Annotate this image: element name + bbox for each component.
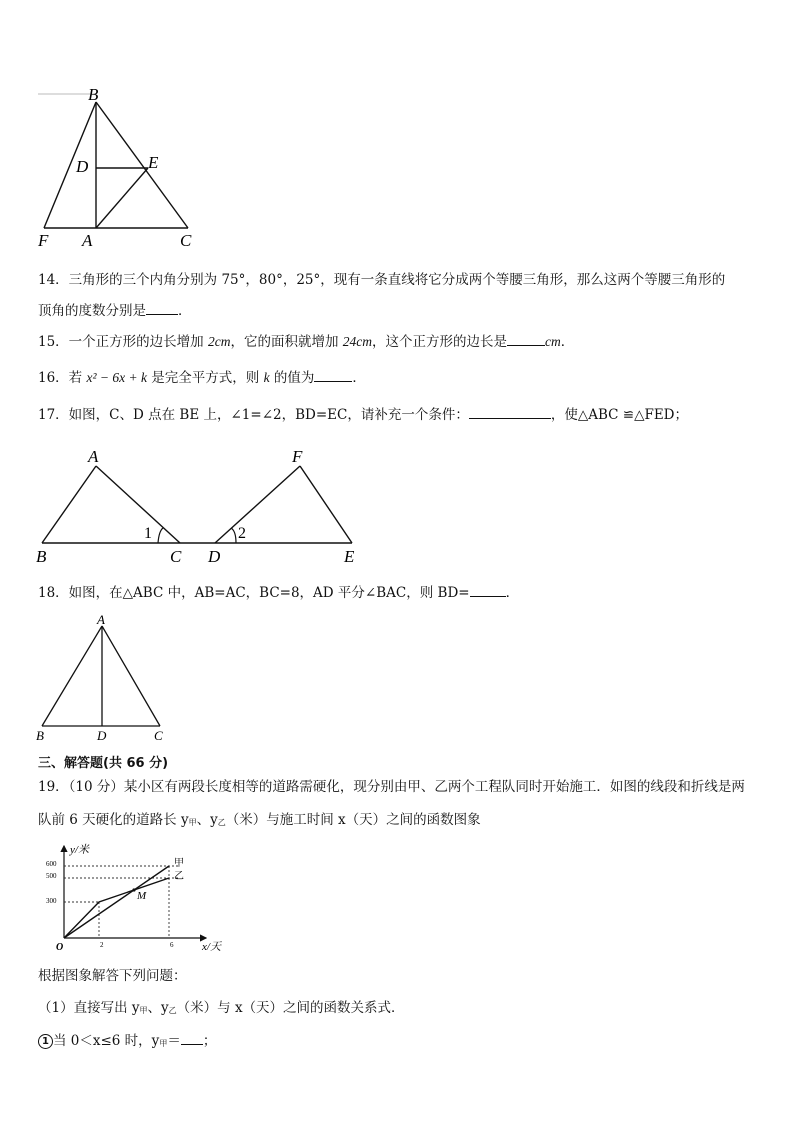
- q19-text-c: （米）与施工时间 x（天）之间的函数图象: [225, 812, 481, 828]
- x-tick-2: 2: [100, 941, 104, 949]
- x-axis-label: x/天: [202, 941, 221, 953]
- label-E: E: [344, 547, 355, 566]
- q16-variable: k: [263, 370, 270, 385]
- section-heading-3: 三、解答题(共 66 分): [38, 756, 169, 771]
- segment-FE: [300, 466, 352, 543]
- part1-sub-yi: 乙: [168, 1006, 177, 1015]
- part1-i-text-a: 当 0＜x≤6 时，y: [53, 1033, 160, 1049]
- segment-BC: [96, 102, 188, 228]
- part1-i-text-b: ＝: [167, 1033, 181, 1049]
- answer-blank-17[interactable]: [469, 404, 551, 419]
- answer-blank-15[interactable]: [507, 331, 545, 346]
- part-1-i: [38, 1030, 216, 1054]
- series-label-yi: 乙: [174, 871, 184, 882]
- figure-q13: [30, 82, 210, 252]
- answer-blank-19-1[interactable]: [181, 1030, 203, 1045]
- segment-DF: [215, 466, 300, 543]
- q15-end: ．: [560, 334, 575, 350]
- answer-blank-14[interactable]: [146, 300, 178, 315]
- q19-sub-jia: 甲: [188, 818, 197, 827]
- y-axis-label: y/米: [70, 844, 89, 856]
- label-B: B: [36, 547, 47, 566]
- label-angle-1: 1: [144, 525, 152, 542]
- y-tick-500: 500: [46, 872, 57, 880]
- q15-text-c: ，它的面积就增加: [230, 334, 343, 350]
- label-F: F: [292, 447, 303, 466]
- label-B: B: [36, 728, 44, 743]
- part1-text-c: （米）与 x（天）之间的函数关系式．: [176, 1000, 405, 1016]
- q18-text-a: 18．如图，在△ABC 中，AB=AC，BC=8，AD 平分∠BAC，则 BD=: [38, 585, 470, 601]
- segment-AC: [96, 466, 180, 543]
- series-jia-line: [64, 866, 169, 938]
- question-19-line2: [38, 810, 481, 833]
- label-A: A: [88, 447, 99, 466]
- label-angle-2: 2: [238, 525, 246, 542]
- label-C: C: [154, 728, 163, 743]
- part-1: [38, 998, 405, 1021]
- question-15: [38, 331, 574, 352]
- question-14-line1: 14．三角形的三个内角分别为 75°，80°，25°，现有一条直线将它分成两个等腰三角形，那么这两个等腰三角形的: [38, 272, 726, 288]
- answer-blank-16[interactable]: [314, 367, 352, 382]
- label-D: D: [208, 547, 221, 566]
- answer-intro: 根据图象解答下列问题：: [38, 968, 187, 984]
- point-M: [132, 888, 135, 891]
- label-B: B: [88, 85, 99, 104]
- label-D: D: [97, 728, 107, 743]
- segment-AE: [96, 168, 148, 228]
- question-14-text: 顶角的度数分别是: [38, 303, 146, 319]
- label-D: D: [76, 157, 89, 176]
- label-F: F: [38, 231, 49, 250]
- question-14-end: ．: [178, 303, 192, 319]
- label-C: C: [170, 547, 182, 566]
- label-E: E: [148, 153, 159, 172]
- label-A: A: [97, 612, 105, 627]
- part1-text-a: （1）直接写出 y: [38, 1000, 140, 1016]
- y-tick-300: 300: [46, 897, 57, 905]
- q15-text-a: 15．一个正方形的边长增加: [38, 334, 208, 350]
- q15-unit-1: 2cm: [207, 334, 231, 349]
- q16-text-c: 是完全平方式，则: [146, 370, 264, 386]
- angle-1-arc: [158, 528, 163, 543]
- question-17: [38, 404, 688, 425]
- q16-text-a: 16．若: [38, 370, 87, 386]
- segment-AB: [42, 626, 102, 726]
- x-tick-6: 6: [170, 941, 174, 949]
- q15-unit-3: cm: [545, 334, 561, 349]
- y-tick-600: 600: [46, 860, 57, 868]
- origin-label: O: [56, 942, 64, 953]
- part1-text-b: 、y: [147, 1000, 169, 1016]
- q15-unit-2: 24cm: [342, 334, 373, 349]
- question-16: [38, 367, 366, 388]
- segment-AB: [42, 466, 96, 543]
- question-19-line1: 19．（10 分）某小区有两段长度相等的道路需硬化，现分别由甲、乙两个工程队同时开始施工．如图的线段和折线是两: [38, 779, 745, 795]
- q19-sub-yi: 乙: [217, 818, 226, 827]
- q15-text-e: ，这个正方形的边长是: [372, 334, 508, 350]
- label-C: C: [180, 231, 192, 250]
- series-yi-line: [64, 878, 169, 938]
- q19-text-a: 队前 6 天硬化的道路长 y: [38, 812, 189, 828]
- q16-expression: x² − 6x + k: [86, 370, 147, 385]
- q17-text-a: 17．如图，C、D 点在 BE 上，∠1=∠2，BD=EC，请补充一个条件：: [38, 407, 469, 423]
- q16-end: ．: [352, 370, 366, 386]
- label-A: A: [82, 231, 93, 250]
- figure-q17: [30, 440, 370, 570]
- q18-end: ．: [505, 585, 520, 601]
- segment-AC: [102, 626, 160, 726]
- question-14-line2: [38, 300, 192, 321]
- question-18: [38, 582, 519, 603]
- angle-2-arc: [231, 528, 236, 543]
- series-label-jia: 甲: [174, 858, 184, 869]
- figure-q18: [30, 612, 180, 744]
- point-M-label: M: [137, 890, 147, 902]
- answer-blank-18[interactable]: [470, 582, 506, 597]
- part1-sub-jia: 甲: [139, 1006, 148, 1015]
- q16-text-e: 的值为: [269, 370, 315, 386]
- part1-i-text-c: ；: [202, 1033, 217, 1049]
- q19-text-b: 、y: [196, 812, 218, 828]
- circled-number-1: 1: [38, 1034, 53, 1049]
- q17-text-b: ，使△ABC ≌△FED；: [550, 407, 689, 423]
- part1-i-sub-jia: 甲: [159, 1039, 168, 1048]
- function-graph: [30, 842, 230, 956]
